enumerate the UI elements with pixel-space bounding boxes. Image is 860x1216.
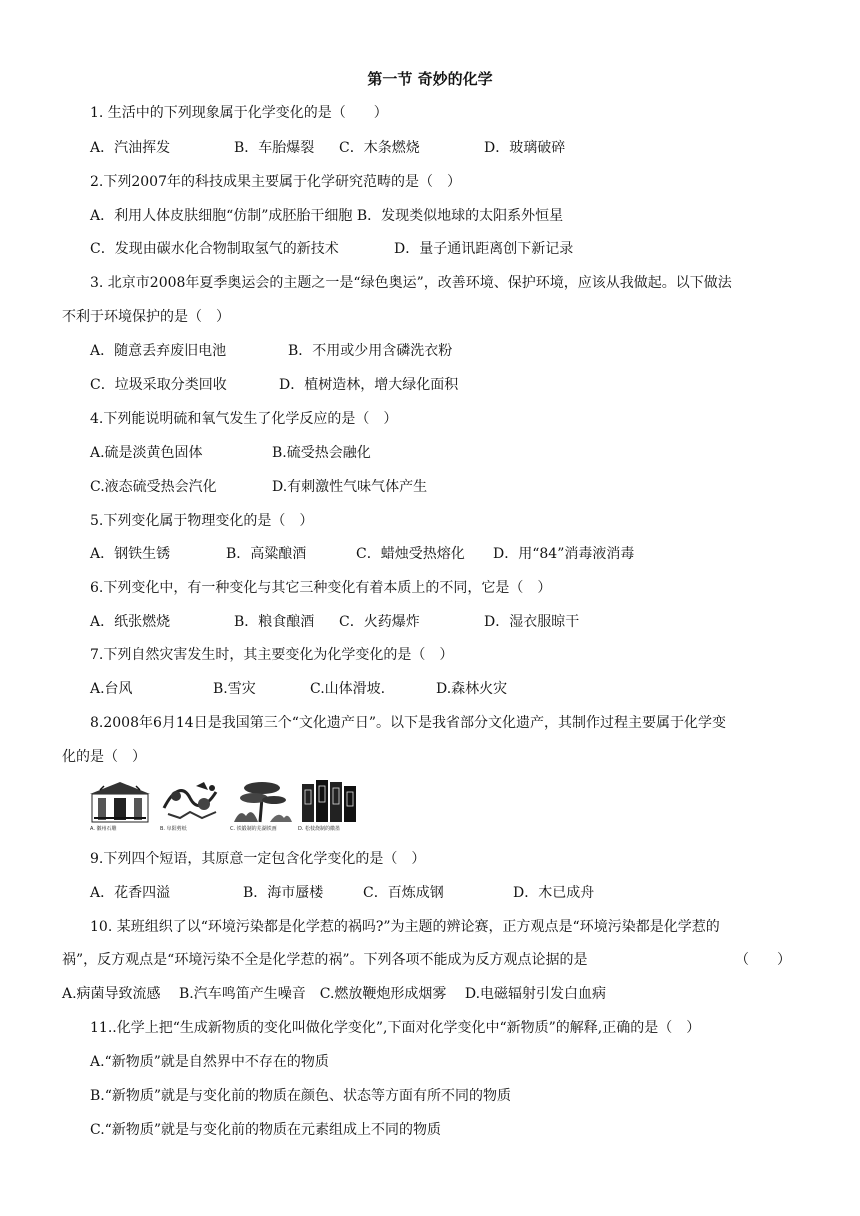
- iron-painting-image: [230, 778, 294, 834]
- figure-caption-c: C. 铁锻制的芜湖铁画: [230, 826, 277, 832]
- option-b: B.硫受热会融化: [272, 445, 371, 461]
- option-c: C．发现由碳水化合物制取氢气的新技术: [90, 241, 339, 257]
- question-11-option-a: A.“新物质”就是自然界中不存在的物质: [90, 1054, 329, 1070]
- figure-caption-b: B. 阜阳剪纸: [160, 826, 187, 832]
- question-2-stem: 2.下列2007年的科技成果主要属于化学研究范畴的是（ ）: [90, 174, 461, 190]
- option-c: C.液态硫受热会汽化: [90, 479, 217, 495]
- question-10-answer-paren: （ ）: [735, 952, 791, 968]
- ink-stick-image: [298, 778, 362, 834]
- option-a: A．纸张燃烧: [90, 614, 171, 630]
- figure-caption-d: D. 松枝烧制的徽墨: [298, 826, 341, 832]
- option-c: C．木条燃烧: [339, 140, 420, 156]
- option-d: D．玻璃破碎: [484, 140, 566, 156]
- option-d: D．量子通讯距离创下新记录: [394, 241, 574, 257]
- question-4-stem: 4.下列能说明硫和氧气发生了化学反应的是（ ）: [90, 411, 398, 427]
- option-c: C．蜡烛受热熔化: [356, 546, 465, 562]
- option-c: C．火药爆炸: [339, 614, 420, 630]
- option-b: B．车胎爆裂: [234, 140, 315, 156]
- option-a: A.硫是淡黄色固体: [90, 445, 203, 461]
- figure-caption-a: A. 徽州石雕: [90, 826, 117, 832]
- option-d: D.有刺激性气味气体产生: [272, 479, 428, 495]
- option-b: B.雪灾: [213, 681, 256, 697]
- option-a: A．钢铁生锈: [90, 546, 171, 562]
- question-10-options: A.病菌导致流感 B.汽车鸣笛产生噪音 C.燃放鞭炮形成烟雾 D.电磁辐射引发白血病: [62, 986, 607, 1002]
- option-d: D．用“84”消毒液消毒: [493, 546, 635, 562]
- option-a: A．汽油挥发: [90, 140, 171, 156]
- option-b: B．海市蜃楼: [243, 885, 324, 901]
- question-8-stem-line1: 8.2008年6月14日是我国第三个“文化遗产日”。以下是我省部分文化遗产，其制作过程主要属于化学变: [90, 715, 727, 731]
- option-c: C．垃圾采取分类回收: [90, 377, 227, 393]
- option-c: C.山体滑坡.: [310, 681, 386, 697]
- question-6-stem: 6.下列变化中，有一种变化与其它三种变化有着本质上的不同，它是（ ）: [90, 580, 552, 596]
- question-5-stem: 5.下列变化属于物理变化的是（ ）: [90, 513, 314, 529]
- question-1-stem: 1. 生活中的下列现象属于化学变化的是（ ）: [90, 105, 388, 121]
- option-a: A．随意丢弃废旧电池: [90, 343, 227, 359]
- option-d: D．湿衣服晾干: [484, 614, 580, 630]
- question-10-stem-line1: 10. 某班组织了以“环境污染都是化学惹的祸吗?”为主题的辨论赛，正方观点是“环境污染都是化学惹的: [90, 919, 720, 935]
- question-7-stem: 7.下列自然灾害发生时，其主要变化为化学变化的是（ ）: [90, 647, 454, 663]
- option-d: D．植树造林，增大绿化面积: [279, 377, 459, 393]
- question-11-stem: 11..化学上把“生成新物质的变化叫做化学变化”,下面对化学变化中“新物质”的解释,正确的是（ ）: [90, 1020, 701, 1036]
- option-c: C．百炼成钢: [363, 885, 444, 901]
- option-b: B．粮食酿酒: [234, 614, 315, 630]
- question-10-stem-line2: 祸”，反方观点是“环境污染不全是化学惹的祸”。下列各项不能成为反方观点论据的是: [62, 952, 588, 968]
- question-3-stem-line2: 不利于环境保护的是（ ）: [62, 309, 230, 325]
- question-3-stem-line1: 3. 北京市2008年夏季奥运会的主题之一是“绿色奥运”，改善环境、保护环境，应该从我做起。以下做法: [90, 275, 732, 291]
- section-title: 第一节 奇妙的化学: [367, 70, 493, 88]
- question-11-option-c: C.“新物质”就是与变化前的物质在元素组成上不同的物质: [90, 1122, 441, 1138]
- option-d: D．木已成舟: [513, 885, 595, 901]
- question-8-figures: [90, 778, 362, 834]
- paper-cut-image: [160, 778, 224, 834]
- question-8-stem-line2: 化的是（ ）: [62, 749, 146, 765]
- option-b: B．不用或少用含磷洗衣粉: [288, 343, 453, 359]
- option-a: A．花香四溢: [90, 885, 171, 901]
- option-a: A.台风: [90, 681, 133, 697]
- question-2-options-ab: A．利用人体皮肤细胞“仿制”成胚胎干细胞 B．发现类似地球的太阳系外恒星: [90, 208, 564, 224]
- question-11-option-b: B.“新物质”就是与变化前的物质在颜色、状态等方面有所不同的物质: [90, 1088, 512, 1104]
- stone-carving-image: [90, 778, 154, 834]
- option-d: D.森林火灾: [436, 681, 508, 697]
- option-b: B．高粱酿酒: [226, 546, 307, 562]
- question-9-stem: 9.下列四个短语，其原意一定包含化学变化的是（ ）: [90, 851, 426, 867]
